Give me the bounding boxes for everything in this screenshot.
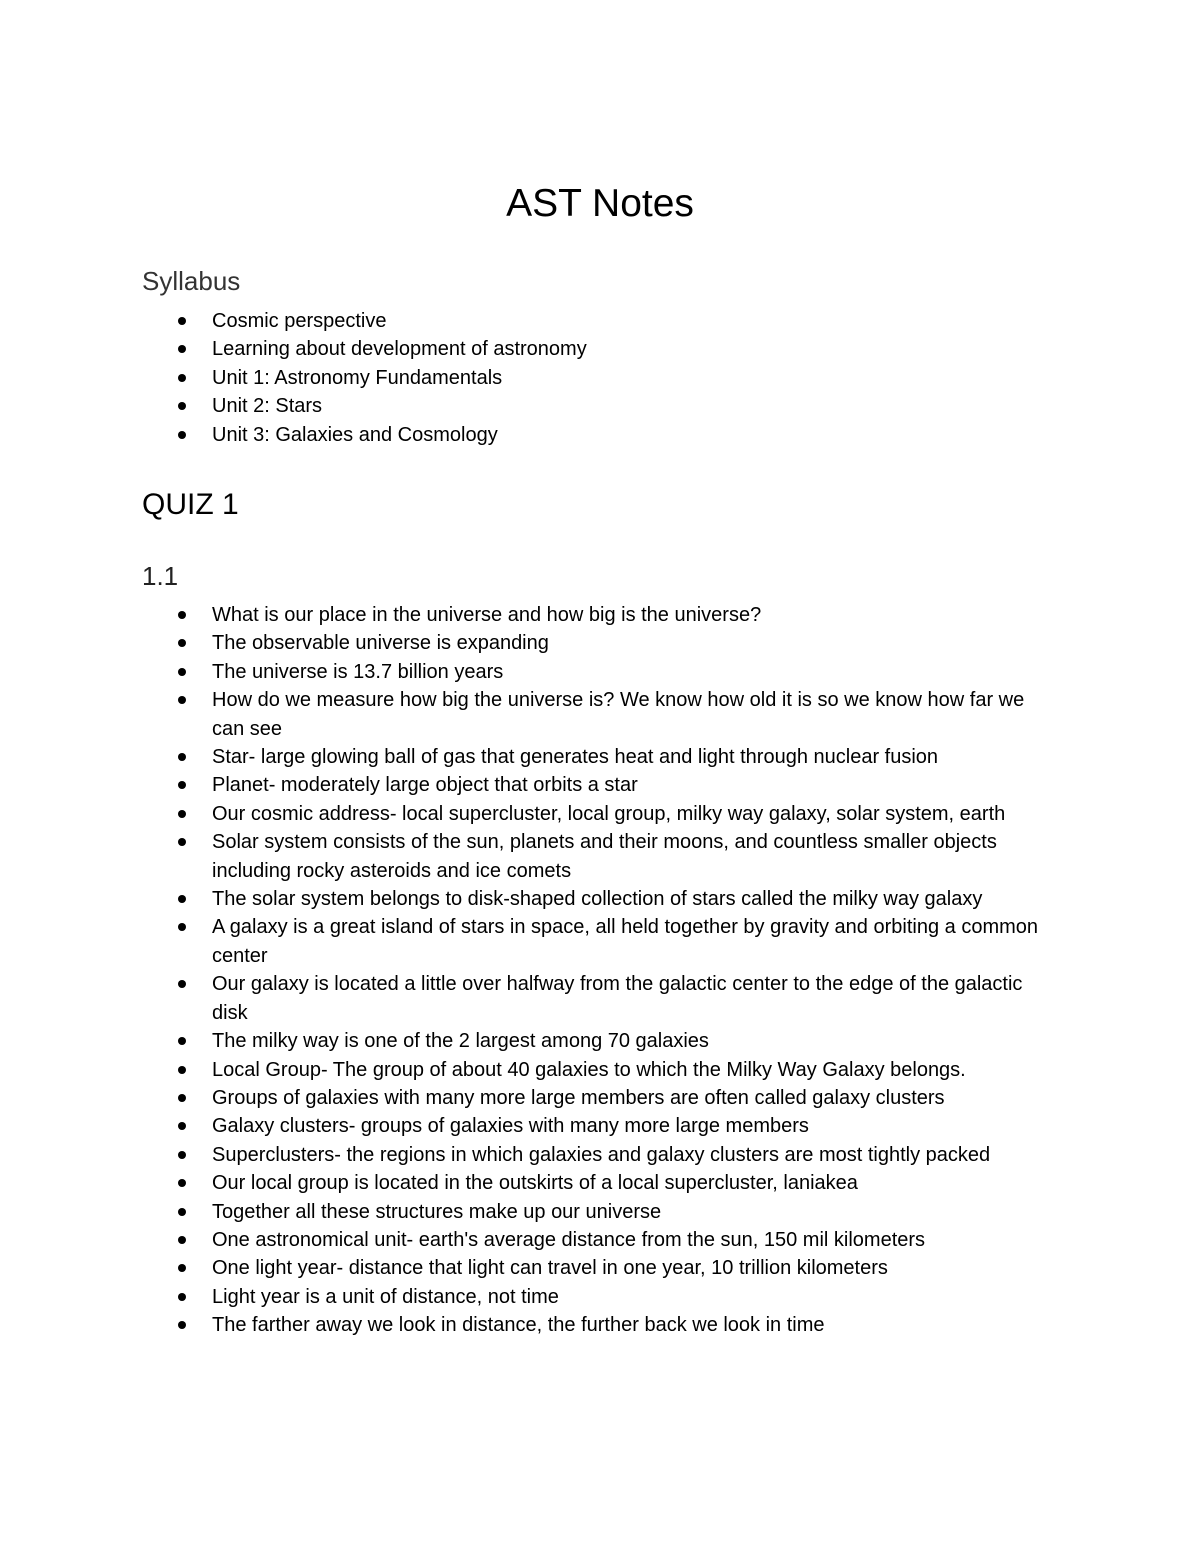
list-item-text: Our cosmic address- local supercluster, local group, milky way galaxy, solar system, earth [212,802,1006,825]
list-item [0,1311,1062,1339]
list-item-text: Cosmic perspective [212,310,387,332]
bullet-icon [178,1151,186,1159]
bullet-icon [178,1037,186,1045]
list-item-text: One light year- distance that light can travel in one year, 10 trillion kilometers [212,1257,888,1280]
list-item-text: Together all these structures make up our universe [212,1200,662,1223]
document-title: AST Notes [506,182,694,225]
bullet-icon [178,345,186,353]
list-item-text: Light year is a unit of distance, not time [212,1285,559,1308]
bullet-icon [178,696,186,704]
list-item [0,686,1062,743]
list-item [0,1056,1062,1084]
bullet-icon [178,980,186,988]
list-item [0,335,1062,363]
list-item-text: Local Group- The group of about 40 galaxies to which the Milky Way Galaxy belongs. [212,1058,966,1081]
bullet-icon [178,810,186,818]
bullet-icon [178,838,186,846]
list-item-text: What is our place in the universe and how big is the universe? [212,604,762,626]
bullet-icon [178,374,186,382]
syllabus-list [0,307,1200,449]
list-item-text: A galaxy is a great island of stars in space, all held together by gravity and orbiting a common center [212,916,1039,967]
list-item-text: The solar system belongs to disk-shaped collection of stars called the milky way galaxy [212,888,983,911]
list-item [0,1141,1062,1169]
list-item-text: The milky way is one of the 2 largest among 70 galaxies [212,1030,709,1053]
bullet-icon [178,431,186,439]
list-item-text: Learning about development of astronomy [212,338,587,361]
list-item [0,771,1062,799]
list-item [0,1084,1062,1112]
list-item [0,658,1062,686]
list-item-text: Unit 1: Astronomy Fundamentals [212,366,503,389]
list-item-text: Our local group is located in the outskirts of a local supercluster, laniakea [212,1172,858,1195]
list-item-text: Our galaxy is located a little over halfway from the galactic center to the edge of the galactic disk [212,973,1023,1024]
bullet-icon [178,895,186,903]
bullet-icon [178,317,186,325]
list-item [0,629,1062,657]
list-item [0,421,1062,449]
bullet-icon [178,781,186,789]
list-item [0,1226,1062,1254]
list-item-text: Unit 2: Stars [212,395,323,418]
list-item-text: Planet- moderately large object that orbits a star [212,774,638,797]
bullet-icon [178,1321,186,1329]
bullet-icon [178,1066,186,1074]
bullet-icon [178,1236,186,1244]
quiz-heading: QUIZ 1 [142,488,239,521]
list-item [0,1169,1062,1197]
list-item-text: The universe is 13.7 billion years [212,660,504,683]
bullet-icon [178,1208,186,1216]
section-heading: 1.1 [142,561,179,591]
bullet-icon [178,402,186,410]
list-item-text: Galaxy clusters- groups of galaxies with many more large members [212,1115,809,1138]
list-item [0,1254,1062,1282]
bullet-icon [178,1179,186,1187]
list-item [0,800,1062,828]
bullet-icon [178,639,186,647]
list-item-text: Unit 3: Galaxies and Cosmology [212,423,498,446]
list-item-text: The farther away we look in distance, the further back we look in time [212,1314,825,1337]
bullet-icon [178,1293,186,1301]
list-item [0,364,1062,392]
list-item-text: One astronomical unit- earth's average distance from the sun, 150 mil kilometers [212,1228,926,1251]
bullet-icon [178,1264,186,1272]
list-item [0,392,1062,420]
list-item [0,913,1062,970]
bullet-icon [178,1094,186,1102]
list-item [0,1112,1062,1140]
bullet-icon [178,923,186,931]
bullet-icon [178,611,186,619]
list-item-text: Superclusters- the regions in which galaxies and galaxy clusters are most tightly packed [212,1143,991,1166]
list-item-text: How do we measure how big the universe is? We know how old it is so we know how far we can see [212,689,1025,740]
list-item-text: The observable universe is expanding [212,632,549,655]
list-item [0,601,1062,629]
list-item [0,828,1062,885]
bullet-icon [178,753,186,761]
list-item [0,743,1062,771]
list-item [0,1283,1062,1311]
syllabus-heading: Syllabus [142,266,241,296]
list-item [0,1027,1062,1055]
list-item-text: Star- large glowing ball of gas that generates heat and light through nuclear fusion [212,746,939,769]
list-item [0,307,1062,335]
list-item [0,970,1062,1027]
list-item-text: Groups of galaxies with many more large members are often called galaxy clusters [212,1086,945,1109]
list-item-text: Solar system consists of the sun, planets and their moons, and countless smaller objects including rocky asteroids and ice comets [212,831,997,882]
section-notes-list [0,601,1200,1340]
list-item [0,885,1062,913]
list-item [0,1198,1062,1226]
bullet-icon [178,1122,186,1130]
bullet-icon [178,668,186,676]
